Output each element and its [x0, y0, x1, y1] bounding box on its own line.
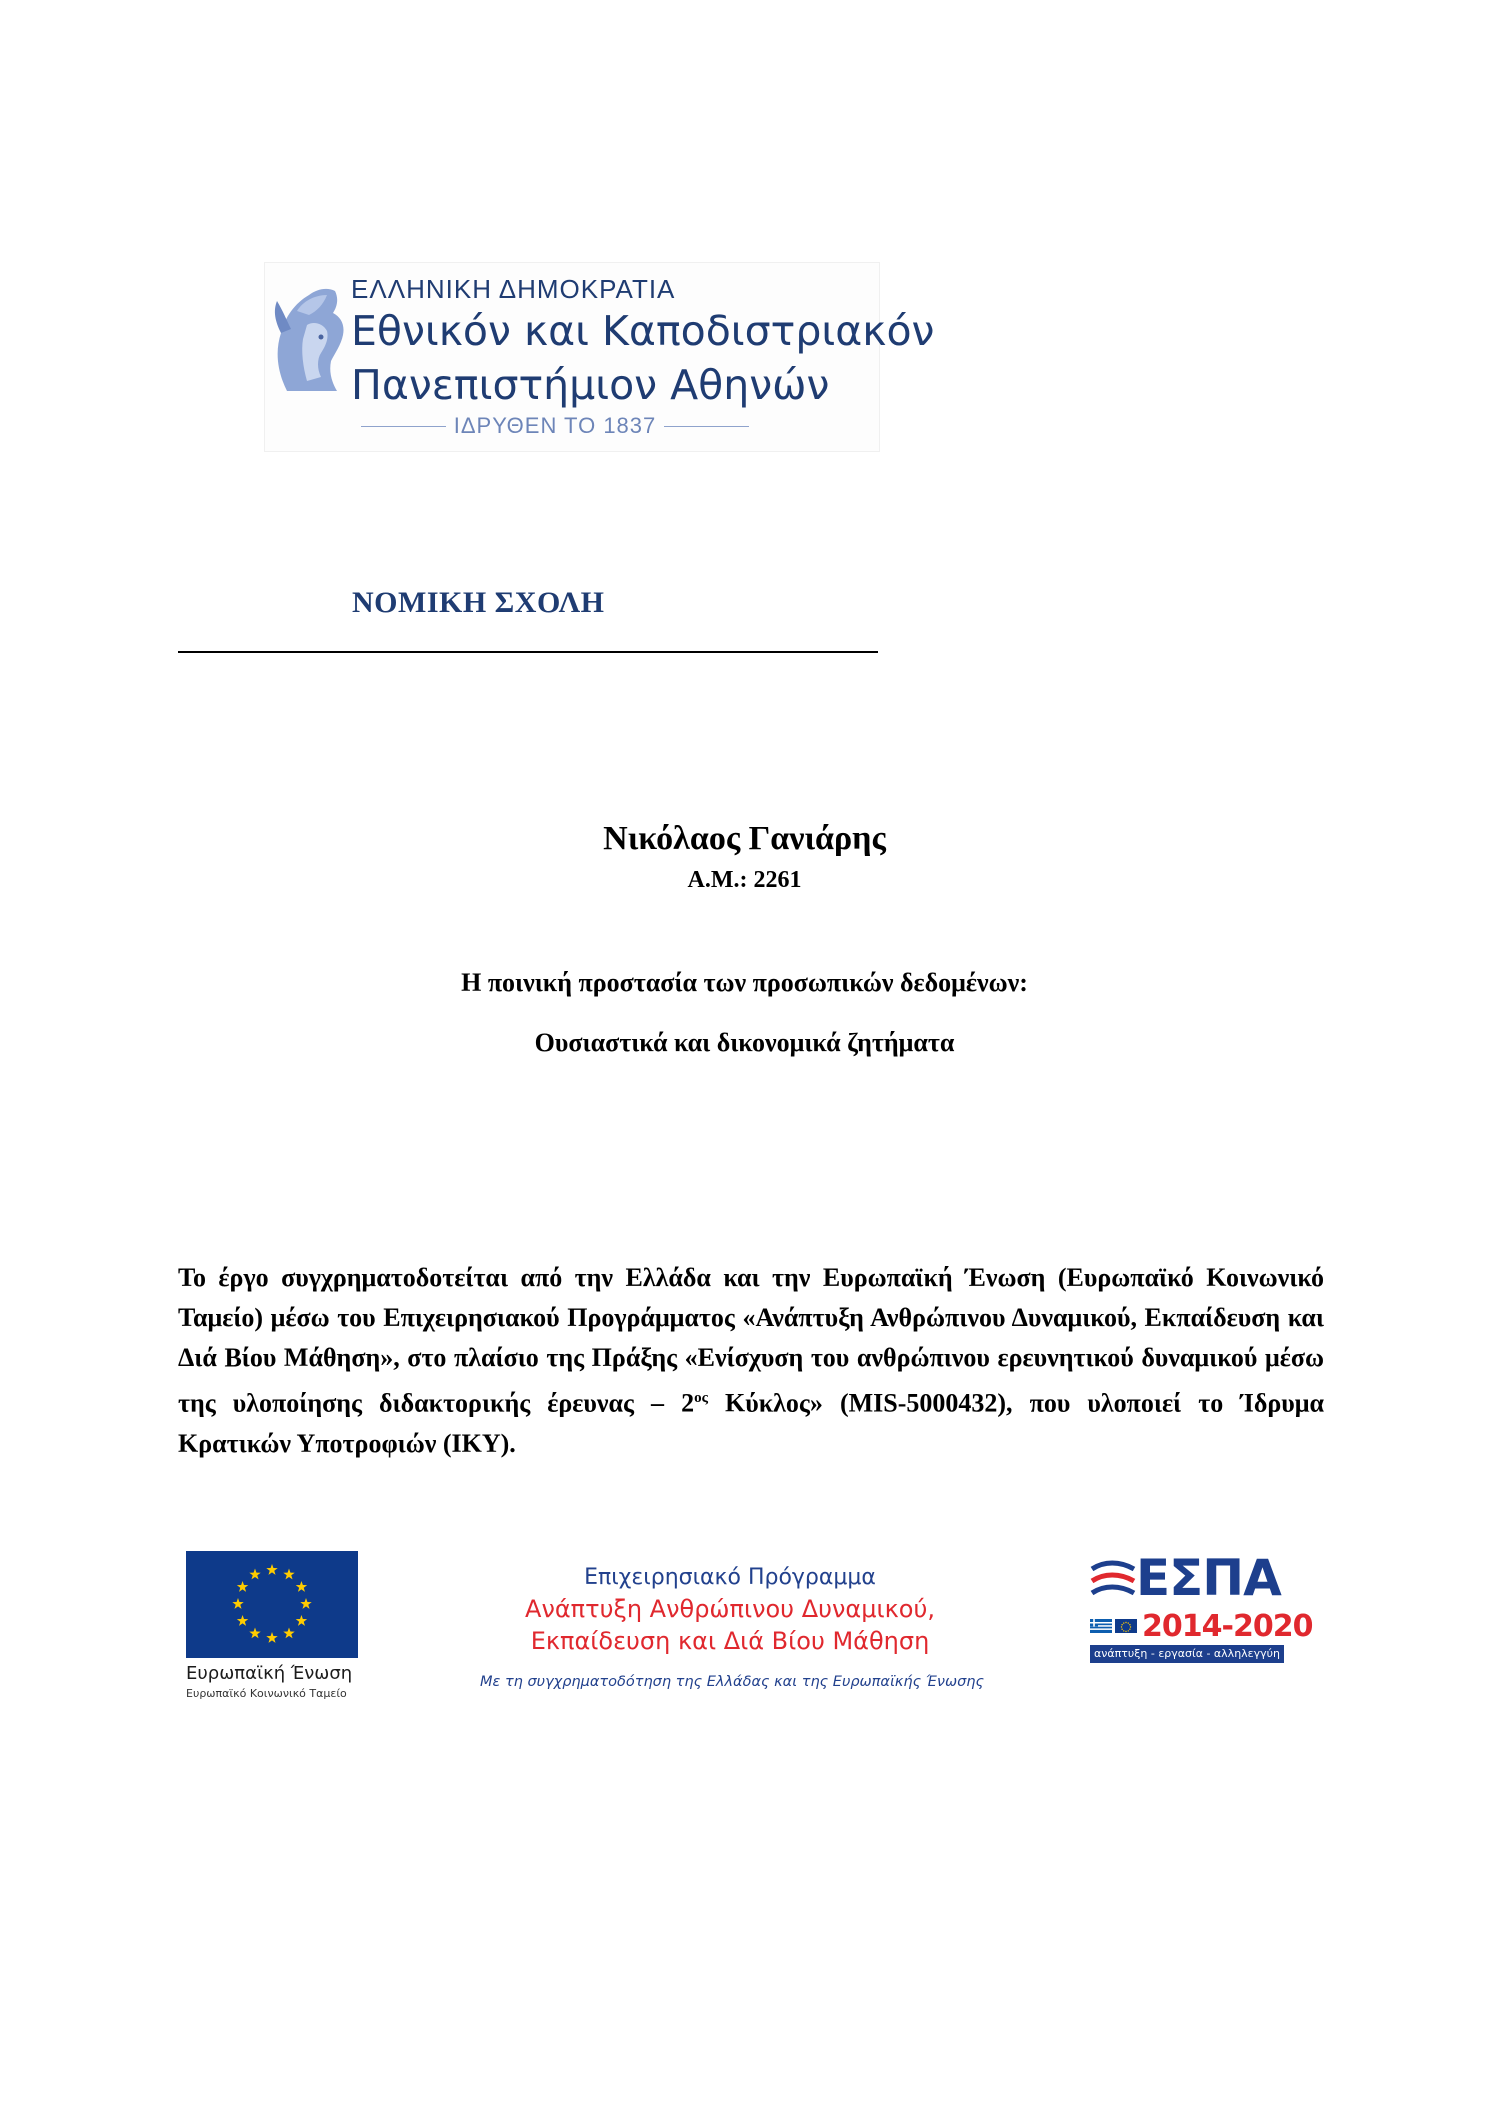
eu-star-icon — [249, 1627, 260, 1638]
thesis-title-line1: Η ποινική προστασία των προσωπικών δεδομένων: — [461, 968, 1028, 997]
eu-star-icon — [266, 1564, 277, 1575]
programme-label: Επιχειρησιακό Πρόγραμμα — [584, 1565, 876, 1590]
programme-name-line2: Εκπαίδευση και Διά Βίου Μάθηση — [530, 1627, 930, 1655]
author-name: Νικόλαος Γανιάρης — [603, 820, 886, 857]
eu-mini-flag-icon — [1115, 1619, 1137, 1633]
republic-label: ΕΛΛΗΝΙΚΗ ΔΗΜΟΚΡΑΤΙΑ — [351, 274, 676, 304]
athena-head-icon — [267, 281, 353, 395]
eu-mini-star-icon — [1130, 1626, 1131, 1627]
eu-star-icon — [232, 1598, 243, 1609]
university-name-line2: Πανεπιστήμιον Αθηνών — [351, 361, 830, 409]
founded-label: ΙΔΡΥΘΕΝ ΤΟ 1837 — [453, 413, 657, 438]
eu-star-icon — [300, 1598, 311, 1609]
eu-star-icon — [237, 1615, 248, 1626]
registration-number: Α.Μ.: 2261 — [687, 867, 802, 893]
funding-text-part2: Κύκλος» (MIS-5000432), που υλοποιεί το Ίδρυμα Κρατικών Υποτροφιών (ΙΚΥ). — [178, 1388, 1324, 1458]
eu-star-icon — [249, 1569, 260, 1580]
espa-wave-icon — [1088, 1555, 1138, 1605]
eu-fund-name: Ευρωπαϊκό Κοινωνικό Ταμείο — [186, 1687, 347, 1700]
eu-name: Ευρωπαϊκή Ένωση — [186, 1663, 353, 1684]
espa-slogan: ανάπτυξη - εργασία - αλληλεγγύη — [1090, 1645, 1284, 1663]
eu-mini-star-icon — [1121, 1629, 1122, 1630]
thesis-title-line2: Ουσιαστικά και δικονομικά ζητήματα — [534, 1028, 955, 1057]
eu-mini-star-icon — [1123, 1630, 1124, 1631]
founded-line — [353, 413, 757, 439]
programme-name-line1: Ανάπτυξη Ανθρώπινου Δυναμικού, — [525, 1595, 935, 1623]
eu-mini-star-icon — [1123, 1622, 1124, 1623]
espa-logo — [1088, 1549, 1313, 1663]
eu-mini-star-icon — [1128, 1630, 1129, 1631]
university-name-line1: Εθνικόν και Καποδιστριακόν — [351, 307, 935, 355]
founded-rule-right — [664, 426, 749, 427]
eu-mini-star-icon — [1129, 1624, 1130, 1625]
founded-rule-left — [361, 426, 446, 427]
eu-star-icon — [296, 1615, 307, 1626]
eu-star-icon — [283, 1627, 294, 1638]
eu-star-icon — [283, 1569, 294, 1580]
eu-star-icon — [296, 1581, 307, 1592]
eu-flag-icon — [186, 1551, 358, 1658]
eu-mini-star-icon — [1125, 1631, 1126, 1632]
eu-mini-star-icon — [1125, 1622, 1126, 1623]
faculty-title: ΝΟΜΙΚΗ ΣΧΟΛΗ — [352, 586, 605, 619]
eu-logo — [186, 1551, 358, 1701]
eu-mini-star-icon — [1121, 1624, 1122, 1625]
cofinance-note: Με τη συγχρηματοδότηση της Ελλάδας και της Ευρωπαϊκής Ένωσης — [480, 1674, 984, 1690]
funding-statement — [178, 1258, 1324, 1464]
operational-programme-logo — [480, 1565, 1040, 1705]
funding-text-part1: Το έργο συγχρηματοδοτείται από την Ελλάδα και την Ευρωπαϊκή Ένωση (Ευρωπαϊκό Κοινωνικό Ταμείο) μέσω του Επιχειρησιακού Προγράμματος «Ανάπτυξη Ανθρώπινου Δυναμικού, Εκπαίδευση και Διά Βίου Μάθηση», στο πλαίσιο της Πράξης «Ενίσχυση του ανθρώπινου ερευνητικού δυναμικού μέσω της υλοποίησης διδακτορικής έρευνας – 2 — [178, 1263, 1324, 1418]
eu-mini-stars-icon — [1115, 1620, 1137, 1634]
eu-star-icon — [266, 1632, 277, 1643]
eu-stars-icon — [186, 1551, 358, 1658]
eu-mini-star-icon — [1121, 1626, 1122, 1627]
university-logo — [264, 262, 935, 452]
eu-mini-star-icon — [1129, 1629, 1130, 1630]
espa-years: 2014-2020 — [1142, 1609, 1313, 1644]
espa-word: ΕΣΠΑ — [1136, 1549, 1281, 1607]
greek-flag-icon — [1090, 1619, 1112, 1633]
eu-mini-star-icon — [1128, 1622, 1129, 1623]
faculty-divider — [178, 651, 878, 653]
eu-star-icon — [237, 1581, 248, 1592]
funding-ordinal-sup: ος — [694, 1390, 708, 1406]
